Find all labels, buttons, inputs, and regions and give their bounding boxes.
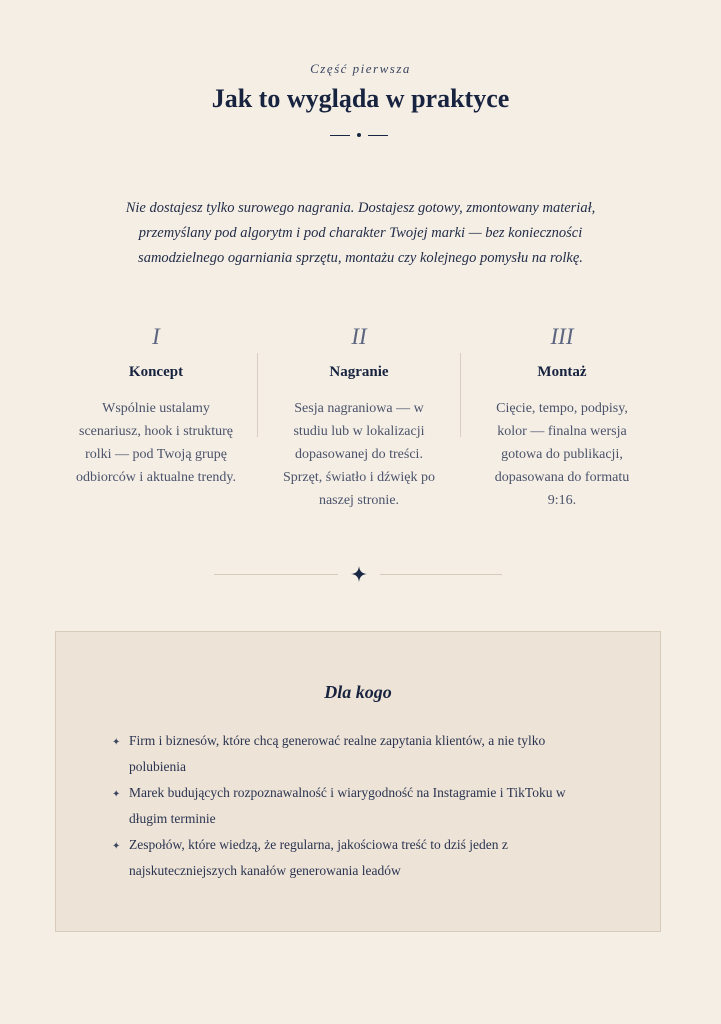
step-number: II	[351, 324, 367, 349]
step-recording	[278, 322, 440, 512]
audience-title: Dla kogo	[324, 682, 392, 702]
audience-list	[112, 728, 602, 884]
intro-paragraph: Nie dostajesz tylko surowego nagrania. Dostajesz gotowy, zmontowany materiał, przemyślany pod algorytm i pod charakter Twojej marki — bez konieczności samodzielnego ogarniania sprzętu, montażu czy kolejnego pomysłu na rolkę.	[125, 200, 596, 266]
sparkle-bullet-icon: ✦	[112, 737, 121, 748]
step-number: III	[550, 324, 574, 349]
list-item-text: Firm i biznesów, które chcą generować realne zapytania klientów, a nie tylko polubienia	[129, 733, 546, 774]
step-number: I	[152, 324, 160, 349]
sparkle-bullet-icon: ✦	[112, 789, 121, 800]
step-description: Sesja nagraniowa — w studiu lub w lokalizacji dopasowanej do treści. Sprzęt, światło i dźwięk po naszej stronie.	[282, 401, 436, 508]
list-item-text: Marek budujących rozpoznawalność i wiarygodność na Instagramie i TikToku w długim terminie	[129, 785, 566, 826]
step-title: Nagranie	[329, 364, 389, 380]
step-divider	[257, 353, 258, 437]
audience-box	[55, 631, 661, 932]
sparkle-icon	[351, 566, 367, 582]
list-item	[112, 780, 602, 832]
page-title: Jak to wygląda w praktyce	[211, 84, 510, 113]
step-description: Cięcie, tempo, podpisy, kolor — finalna wersja gotowa do publikacji, dopasowana do formatu 9:16.	[494, 401, 630, 508]
step-title: Koncept	[128, 364, 184, 380]
step-description: Wspólnie ustalamy scenariusz, hook i strukturę rolki — pod Twoją grupę odbiorców i aktualne trendy.	[75, 401, 237, 485]
list-item	[112, 728, 602, 780]
step-concept	[75, 322, 237, 489]
section-eyebrow: Część pierwsza	[310, 61, 411, 76]
step-divider	[460, 353, 461, 437]
ornament-dot	[357, 133, 361, 137]
sparkle-bullet-icon: ✦	[112, 841, 121, 852]
separator-line-left	[214, 574, 338, 575]
step-editing	[481, 322, 643, 512]
separator-line-right	[380, 574, 502, 575]
list-item	[112, 832, 602, 884]
list-item-text: Zespołów, które wiedzą, że regularna, jakościowa treść to dziś jeden z najskuteczniejszych kanałów generowania leadów	[129, 837, 508, 878]
ornament-line-left	[330, 135, 350, 136]
ornament-line-right	[368, 135, 388, 136]
step-title: Montaż	[537, 364, 587, 380]
title-ornament	[330, 129, 388, 141]
